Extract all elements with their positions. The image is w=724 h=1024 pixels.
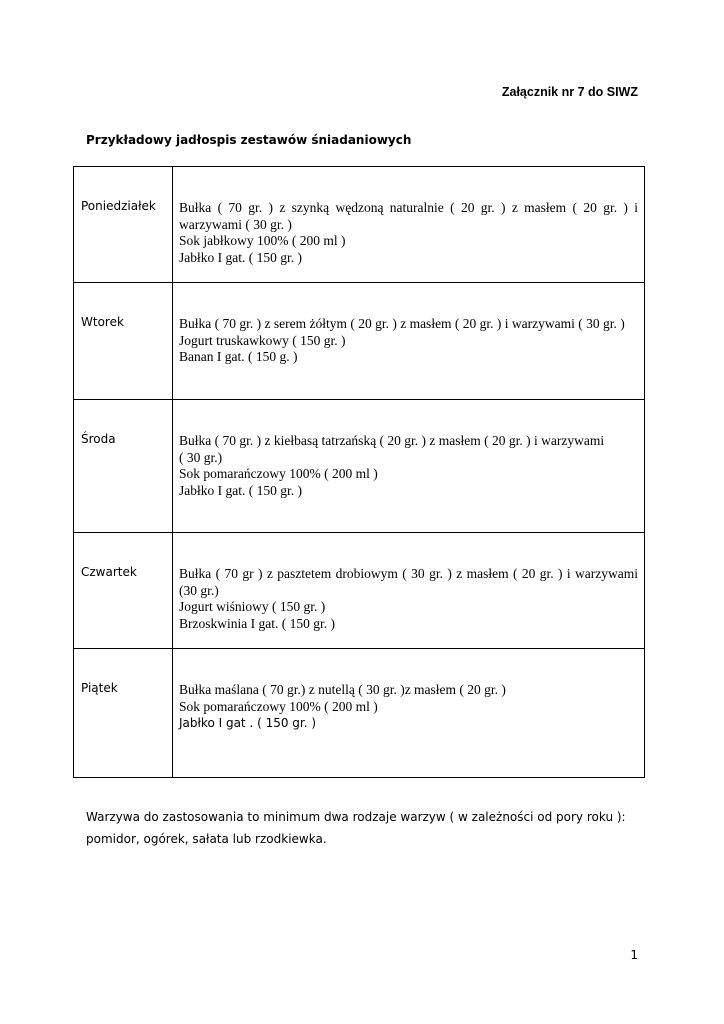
menu-item-line: Sok pomarańczowy 100% ( 200 ml ) [179, 698, 378, 714]
menu-item-line: Bułka ( 70 gr. ) z szynką wędzoną naturalnie ( 20 gr. ) z masłem ( 20 gr. ) i warzywami ( 30 gr. ) [179, 200, 638, 232]
table-row [74, 649, 645, 778]
table-row [74, 400, 645, 533]
menu-item-line: Bułka maślana ( 70 gr.) z nutellą ( 30 gr. )z masłem ( 20 gr. ) [179, 682, 506, 697]
menu-items-cell [173, 649, 645, 778]
vegetables-note: Warzywa do zastosowania to minimum dwa rodzaje warzyw ( w zależności od pory roku ): pomidor, ogórek, sałata lub rzodkiewka. [86, 810, 626, 846]
day-cell: Środa [74, 400, 173, 533]
table-row [74, 283, 645, 400]
page-number: 1 [630, 948, 638, 962]
menu-item-line: Banan I gat. ( 150 g. ) [179, 349, 298, 364]
menu-items-cell [173, 167, 645, 283]
menu-item-line: Jogurt wiśniowy ( 150 gr. ) [179, 599, 326, 614]
menu-item-line: Brzoskwinia I gat. ( 150 gr. ) [179, 615, 335, 631]
menu-table [73, 166, 645, 778]
menu-item-line: Sok pomarańczowy 100% ( 200 ml ) [179, 466, 378, 481]
document-subtitle: Przykładowy jadłospis zestawów śniadaniowych [86, 133, 412, 147]
menu-item-line: ( 30 gr.) [179, 449, 223, 465]
day-cell: Piątek [74, 649, 173, 778]
menu-items-cell [173, 400, 645, 533]
table-row [74, 533, 645, 649]
attachment-label: Załącznik nr 7 do SIWZ [501, 85, 638, 99]
menu-item-line: Sok jabłkowy 100% ( 200 ml ) [179, 233, 346, 248]
day-cell: Czwartek [74, 533, 173, 649]
menu-item-line: Bułka ( 70 gr. ) z kiełbasą tatrzańską ( 20 gr. ) z masłem ( 20 gr. ) i warzywami [179, 433, 605, 448]
table-row [74, 167, 645, 283]
menu-items-cell [173, 533, 645, 649]
menu-item-line: Jabłko I gat . ( 150 gr. ) [179, 716, 317, 730]
menu-items-cell [173, 283, 645, 400]
day-cell: Wtorek [74, 283, 173, 400]
menu-item-line: Jabłko I gat. ( 150 gr. ) [179, 482, 302, 498]
day-cell: Poniedziałek [74, 167, 173, 283]
menu-item-line: Bułka ( 70 gr. ) z serem żółtym ( 20 gr. ) z masłem ( 20 gr. ) i warzywami ( 30 gr. ) [179, 316, 625, 331]
menu-item-line: Jogurt truskawkowy ( 150 gr. ) [179, 332, 346, 348]
menu-item-line: Bułka ( 70 gr ) z pasztetem drobiowym ( 30 gr. ) z masłem ( 20 gr. ) i warzywami (30 gr.) [179, 566, 638, 598]
menu-item-line: Jabłko I gat. ( 150 gr. ) [179, 249, 302, 265]
